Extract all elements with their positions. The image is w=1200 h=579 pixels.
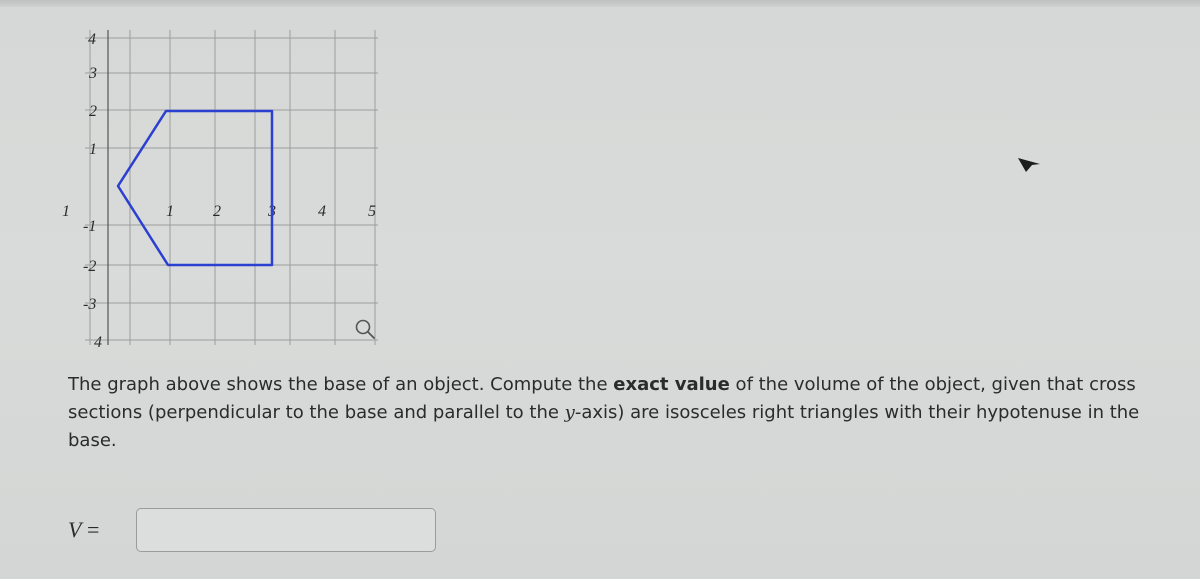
cursor-arrow-icon (1016, 154, 1044, 176)
base-shape (118, 111, 272, 265)
answer-label-eq: = (81, 517, 100, 542)
question-text-part2: of the volume of the object, given that cross sections (perpendicular to the base and parallel to the (68, 374, 1136, 423)
graph (0, 0, 420, 360)
volume-answer-input[interactable] (136, 508, 436, 552)
answer-row (68, 505, 436, 555)
question-text-part3: -axis) are isosceles right triangles with their hypotenuse in the base. (68, 402, 1140, 451)
question-variable: y (564, 402, 575, 423)
question-text (68, 371, 1168, 455)
y-tick-label: 1 (89, 141, 97, 158)
x-tick-label: 4 (318, 203, 326, 220)
x-tick-label: 2 (213, 203, 221, 220)
grid (85, 30, 378, 345)
y-tick-label: -2 (83, 258, 97, 275)
magnifier-icon[interactable] (352, 316, 378, 342)
answer-label (68, 517, 136, 543)
graph-svg (0, 0, 420, 360)
x-tick-label: 1 (62, 203, 70, 220)
x-tick-label: 3 (268, 203, 276, 220)
question-text-part1: The graph above shows the base of an object. Compute the (68, 374, 614, 395)
question-emphasis: exact value (613, 374, 730, 395)
y-tick-label: 4 (88, 31, 96, 48)
y-tick-label: -1 (83, 218, 97, 235)
x-tick-label: 5 (368, 203, 376, 220)
y-tick-label: 2 (89, 103, 97, 120)
y-tick-label: 4 (94, 334, 102, 351)
y-tick-label: -3 (83, 296, 97, 313)
answer-label-var: V (68, 517, 82, 542)
x-tick-label: 1 (166, 203, 174, 220)
y-tick-label: 3 (89, 65, 97, 82)
